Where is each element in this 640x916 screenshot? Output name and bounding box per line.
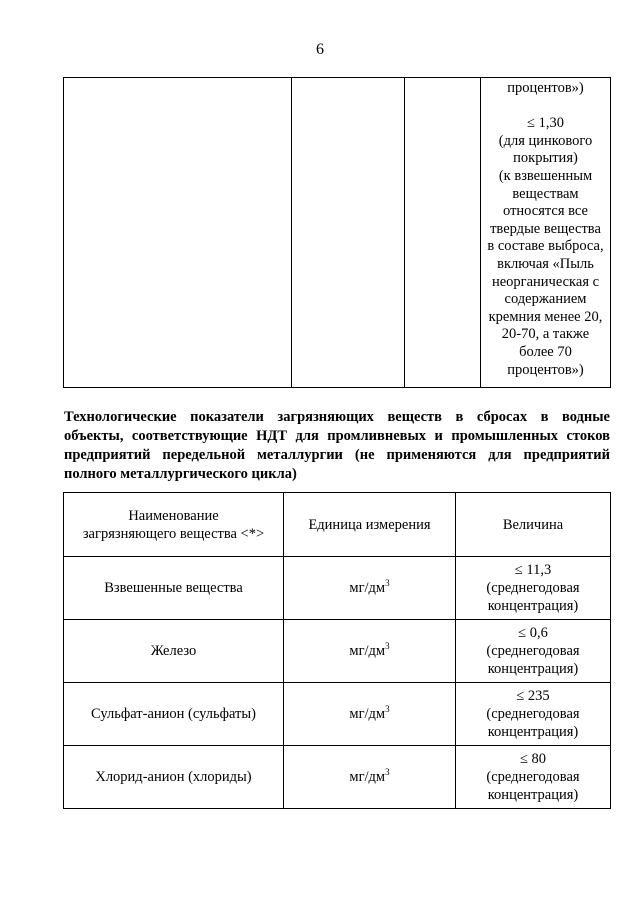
cell-unit: $мг/дм^3$: [284, 746, 456, 809]
continuation-value-line: (для цинкового: [498, 132, 593, 149]
continuation-value-line: веществам: [512, 185, 579, 202]
continuation-value-line: процентов»): [507, 361, 584, 378]
header-value: Величина: [456, 493, 611, 557]
continuation-table: [63, 77, 611, 388]
cell-substance: Взвешенные вещества: [64, 557, 284, 620]
continuation-value-line: процентов»): [507, 80, 584, 96]
header-unit: Единица измерения: [284, 493, 456, 557]
cell-value: ≤ 80 (среднегодовая концентрация): [456, 746, 611, 809]
cell-unit: $мг/дм^3$: [284, 557, 456, 620]
table-row: [64, 620, 611, 683]
continuation-value-line: в составе выброса,: [487, 238, 604, 255]
continuation-value-line: более 70: [519, 343, 572, 360]
continuation-cell-blank: [405, 78, 481, 388]
continuation-value-line: ≤ 1,30: [527, 115, 564, 132]
continuation-value-line: относятся все: [503, 203, 588, 220]
continuation-value-line: неорганическая с: [491, 273, 600, 290]
section-heading: [64, 408, 610, 484]
cell-value: ≤ 0,6 (среднегодовая концентрация): [456, 620, 611, 683]
heading-line: предприятий передельной металлургии (не применяются для предприятий: [64, 447, 610, 463]
cell-substance: Сульфат-анион (сульфаты): [64, 683, 284, 746]
continuation-value-text: [481, 78, 610, 379]
table-row: [64, 746, 611, 809]
continuation-cell-substance: [64, 78, 292, 388]
cell-unit: $мг/дм^3$: [284, 620, 456, 683]
table-row: [64, 557, 611, 620]
page-number: 6: [316, 41, 324, 58]
heading-line: Технологические показатели загрязняющих веществ в сбросах в водные: [64, 409, 610, 425]
continuation-cell-unit: [292, 78, 405, 388]
cell-substance: Хлорид-анион (хлориды): [64, 746, 284, 809]
cell-value: ≤ 235 (среднегодовая концентрация): [456, 683, 611, 746]
continuation-value-line: кремния менее 20,: [488, 308, 603, 325]
header-substance: Наименование загрязняющего вещества <*>: [64, 493, 284, 557]
continuation-cell-value: [481, 78, 611, 388]
pollutants-table: [63, 492, 611, 809]
continuation-value-line: твердые вещества: [490, 220, 601, 237]
cell-substance: Железо: [64, 620, 284, 683]
cell-unit: $мг/дм^3$: [284, 683, 456, 746]
table-header-row: [64, 493, 611, 557]
continuation-value-line: (к взвешенным: [498, 167, 593, 184]
continuation-value-line: [481, 98, 610, 116]
continuation-value-line: покрытия): [513, 150, 578, 167]
continuation-value-line: 20-70, а также: [501, 326, 590, 343]
table-row: [64, 683, 611, 746]
cell-value: ≤ 11,3 (среднегодовая концентрация): [456, 557, 611, 620]
heading-line: полного металлургического цикла): [64, 466, 297, 482]
heading-line: объекты, соответствующие НДТ для промливневых и промышленных стоков: [64, 428, 610, 444]
continuation-value-line: включая «Пыль: [497, 255, 594, 272]
continuation-value-line: содержанием: [504, 291, 587, 308]
